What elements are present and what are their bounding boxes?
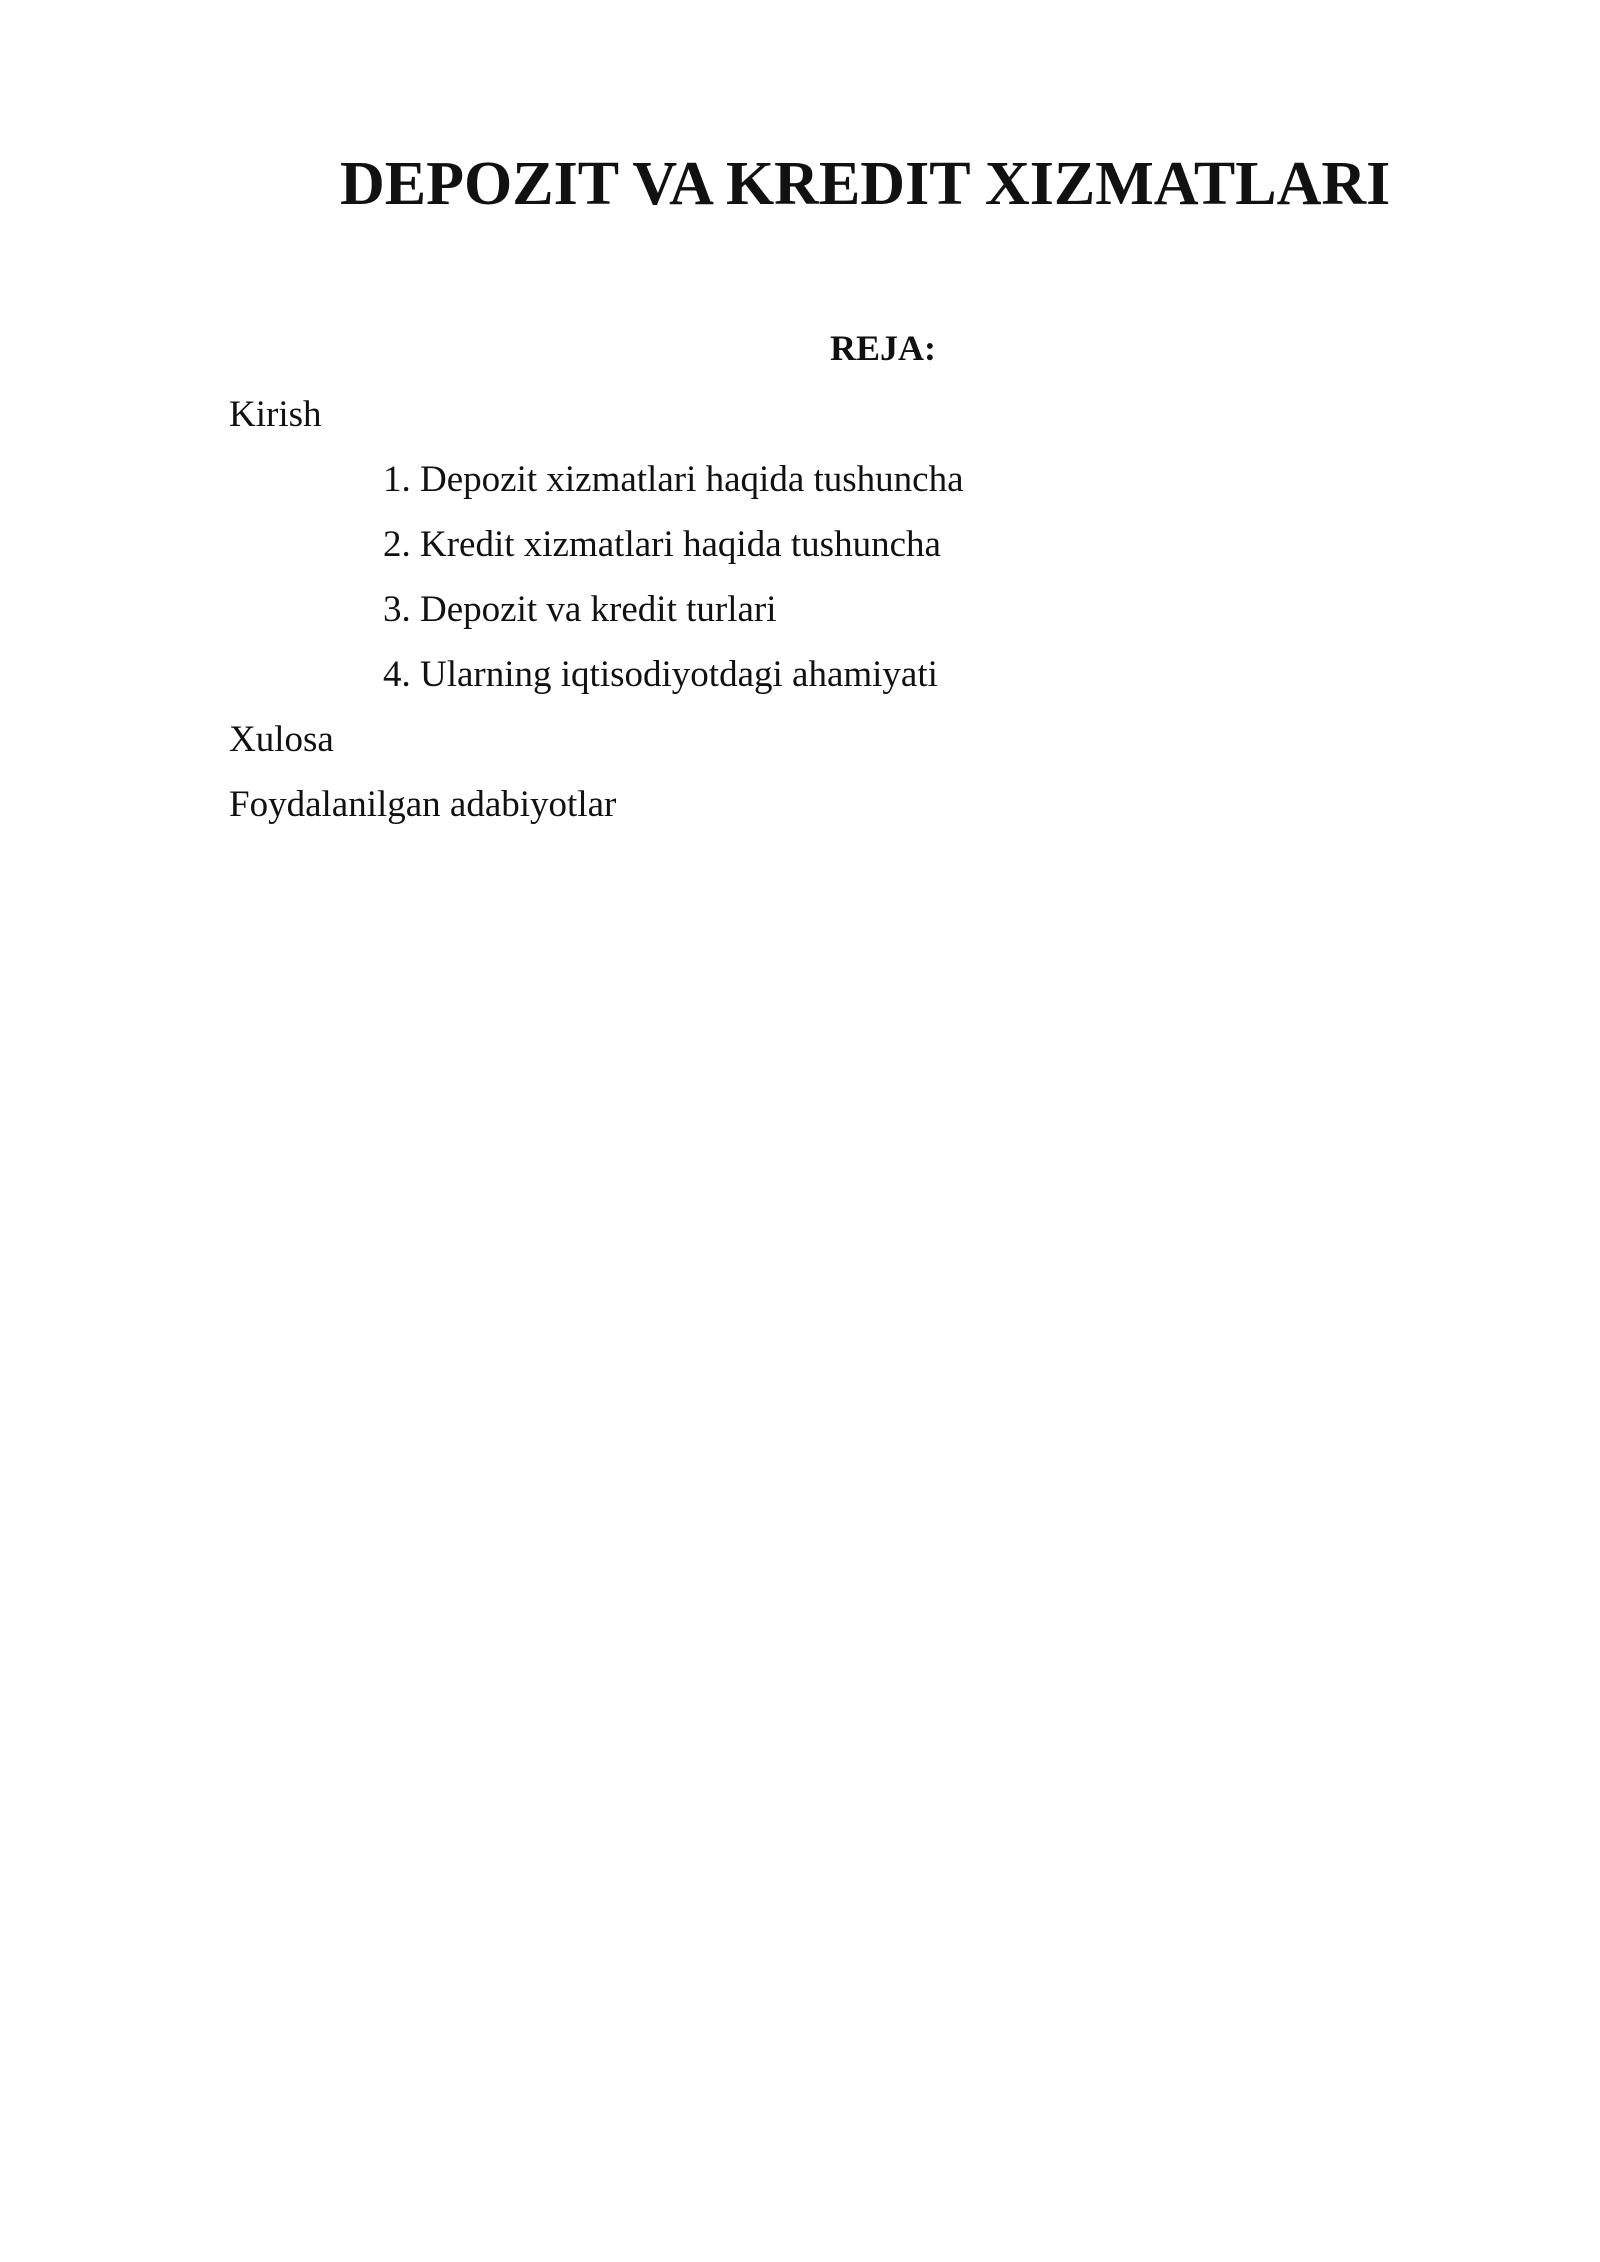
plan-item: 4. Ularning iqtisodiyotdagi ahamiyati — [383, 654, 938, 695]
plan-heading: REJA: — [830, 328, 936, 368]
plan-item: 3. Depozit va kredit turlari — [383, 589, 777, 630]
plan-item: 2. Kredit xizmatlari haqida tushuncha — [383, 524, 941, 565]
plan-intro: Kirish — [229, 394, 322, 435]
plan-references: Foydalanilgan adabiyotlar — [229, 784, 617, 825]
plan-item: 1. Depozit xizmatlari haqida tushuncha — [383, 459, 964, 500]
document-title: DEPOZIT VA KREDIT XIZMATLARI — [340, 150, 1391, 218]
plan-conclusion: Xulosa — [229, 719, 334, 760]
